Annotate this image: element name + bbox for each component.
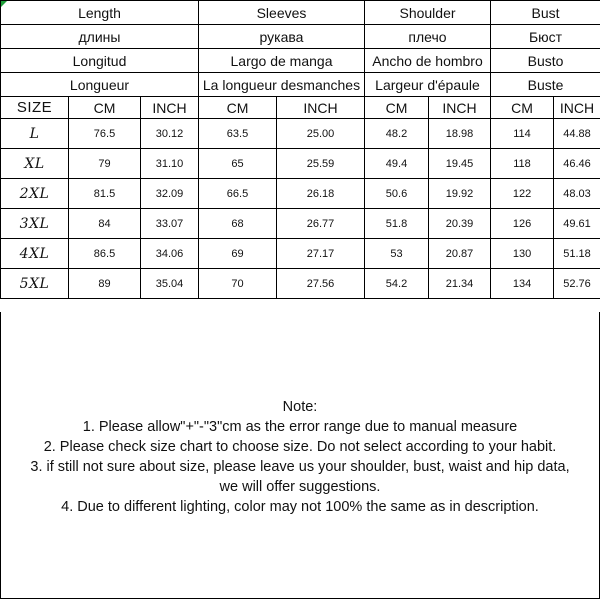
shoulder-inch: 21.34 xyxy=(429,269,491,299)
length-inch-header: INCH xyxy=(141,97,199,119)
header-row-es xyxy=(1,49,600,73)
header-bust: Busto xyxy=(491,49,600,73)
shoulder-cm: 49.4 xyxy=(365,149,429,179)
header-shoulder: Shoulder xyxy=(365,1,491,25)
header-length: Longueur xyxy=(1,73,199,97)
header-bust: Bust xyxy=(491,1,600,25)
bust-inch: 49.61 xyxy=(554,209,600,239)
length-inch: 33.07 xyxy=(141,209,199,239)
sleeves-cm-header: CM xyxy=(199,97,277,119)
length-inch: 31.10 xyxy=(141,149,199,179)
size-chart-table xyxy=(0,0,600,299)
table-row xyxy=(1,269,600,299)
header-row-fr xyxy=(1,73,600,97)
header-shoulder: Ancho de hombro xyxy=(365,49,491,73)
shoulder-inch: 20.39 xyxy=(429,209,491,239)
header-bust: Бюст xyxy=(491,25,600,49)
bust-cm: 130 xyxy=(491,239,554,269)
sleeves-cm: 63.5 xyxy=(199,119,277,149)
shoulder-inch-header: INCH xyxy=(429,97,491,119)
table-row xyxy=(1,239,600,269)
bust-inch: 52.76 xyxy=(554,269,600,299)
sleeves-inch: 26.77 xyxy=(277,209,365,239)
length-cm-header: CM xyxy=(69,97,141,119)
length-cm: 86.5 xyxy=(69,239,141,269)
size-label: 3XL xyxy=(1,209,69,239)
shoulder-cm: 51.8 xyxy=(365,209,429,239)
bust-cm: 126 xyxy=(491,209,554,239)
sleeves-inch: 25.00 xyxy=(277,119,365,149)
table-row xyxy=(1,179,600,209)
sleeves-inch: 27.17 xyxy=(277,239,365,269)
length-inch: 30.12 xyxy=(141,119,199,149)
bust-cm: 122 xyxy=(491,179,554,209)
length-inch: 34.06 xyxy=(141,239,199,269)
bust-cm: 134 xyxy=(491,269,554,299)
table-row xyxy=(1,149,600,179)
length-cm: 79 xyxy=(69,149,141,179)
length-cm: 81.5 xyxy=(69,179,141,209)
shoulder-cm-header: CM xyxy=(365,97,429,119)
unit-header-row xyxy=(1,97,600,119)
bust-cm: 114 xyxy=(491,119,554,149)
sleeves-cm: 65 xyxy=(199,149,277,179)
shoulder-inch: 19.92 xyxy=(429,179,491,209)
bust-inch: 48.03 xyxy=(554,179,600,209)
size-label: XL xyxy=(1,149,69,179)
note-line: 1. Please allow"+"-"3"cm as the error range due to manual measure xyxy=(82,419,518,435)
header-sleeves: Largo de manga xyxy=(199,49,365,73)
sleeves-cm: 66.5 xyxy=(199,179,277,209)
bust-inch-header: INCH xyxy=(554,97,600,119)
sleeves-cm: 68 xyxy=(199,209,277,239)
note-section xyxy=(0,397,600,517)
sleeves-cm: 70 xyxy=(199,269,277,299)
shoulder-cm: 48.2 xyxy=(365,119,429,149)
size-label: 5XL xyxy=(1,269,69,299)
bust-inch: 46.46 xyxy=(554,149,600,179)
bust-cm: 118 xyxy=(491,149,554,179)
length-inch: 35.04 xyxy=(141,269,199,299)
sleeves-inch: 26.18 xyxy=(277,179,365,209)
header-length: Longitud xyxy=(1,49,199,73)
note-line: we will offer suggestions. xyxy=(219,479,381,495)
note-line: 3. if still not sure about size, please leave us your shoulder, bust, waist and hip data, xyxy=(30,459,570,475)
bust-inch: 44.88 xyxy=(554,119,600,149)
header-shoulder: Largeur d'épaule xyxy=(365,73,491,97)
header-bust: Buste xyxy=(491,73,600,97)
header-sleeves: Sleeves xyxy=(199,1,365,25)
sleeves-cm: 69 xyxy=(199,239,277,269)
length-cm: 76.5 xyxy=(69,119,141,149)
header-sleeves: рукава xyxy=(199,25,365,49)
shoulder-cm: 50.6 xyxy=(365,179,429,209)
header-length: Length xyxy=(1,1,199,25)
sleeves-inch: 25.59 xyxy=(277,149,365,179)
shoulder-inch: 19.45 xyxy=(429,149,491,179)
size-label: L xyxy=(1,119,69,149)
sleeves-inch-header: INCH xyxy=(277,97,365,119)
note-line: 2. Please check size chart to choose size. Do not select according to your habit. xyxy=(43,439,557,455)
header-row-ru xyxy=(1,25,600,49)
size-column-header: SIZE xyxy=(1,97,69,119)
table-row xyxy=(1,119,600,149)
table-row xyxy=(1,209,600,239)
header-sleeves: La longueur desmanches xyxy=(199,73,365,97)
sleeves-inch: 27.56 xyxy=(277,269,365,299)
shoulder-cm: 54.2 xyxy=(365,269,429,299)
length-cm: 89 xyxy=(69,269,141,299)
size-label: 4XL xyxy=(1,239,69,269)
length-inch: 32.09 xyxy=(141,179,199,209)
bust-inch: 51.18 xyxy=(554,239,600,269)
shoulder-inch: 20.87 xyxy=(429,239,491,269)
size-label: 2XL xyxy=(1,179,69,209)
header-length: длины xyxy=(1,25,199,49)
length-cm: 84 xyxy=(69,209,141,239)
header-shoulder: плечо xyxy=(365,25,491,49)
note-line: 4. Due to different lighting, color may not 100% the same as in description. xyxy=(61,499,539,515)
header-row-en xyxy=(1,1,600,25)
bust-cm-header: CM xyxy=(491,97,554,119)
shoulder-inch: 18.98 xyxy=(429,119,491,149)
note-title: Note: xyxy=(282,399,318,415)
shoulder-cm: 53 xyxy=(365,239,429,269)
